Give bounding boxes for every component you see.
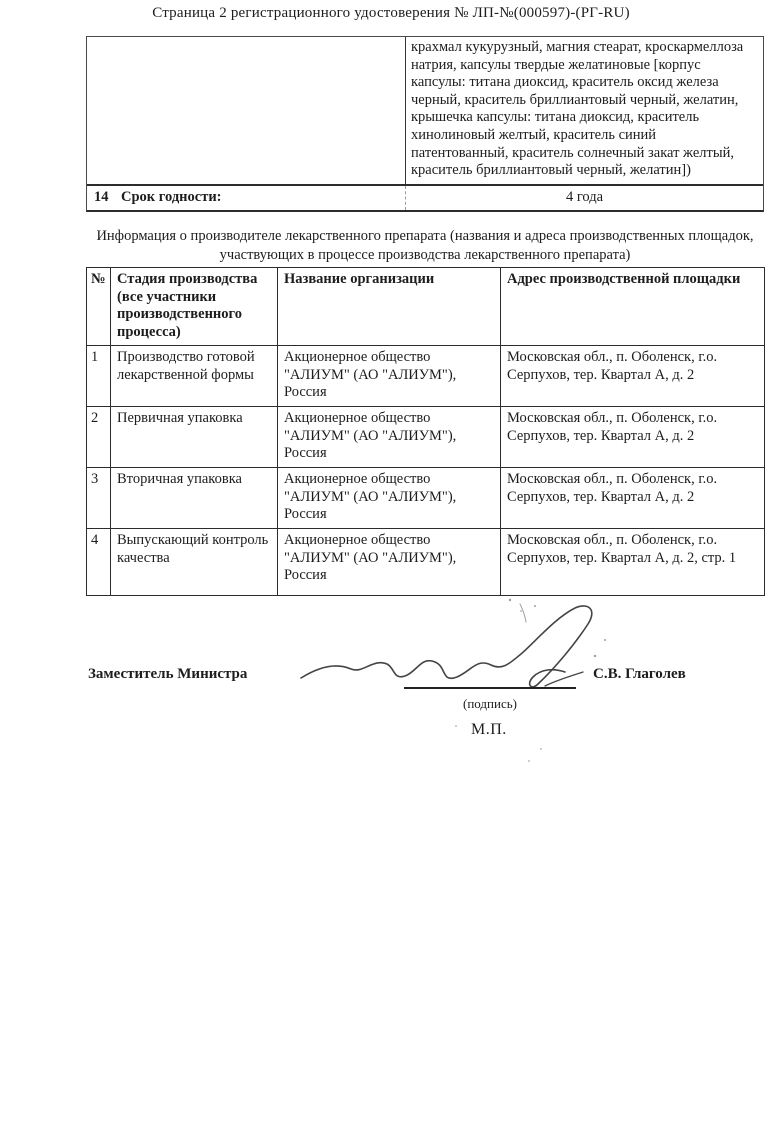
table-row (87, 346, 765, 407)
row-number: 1 (87, 346, 111, 407)
scan-speck (520, 610, 522, 612)
manufacturer-table (86, 267, 765, 596)
signatory-title: Заместитель Министра (88, 666, 248, 682)
row-address: Московская обл., п. Оболенск, г.о. Серпухов, тер. Квартал А, д. 2 (501, 346, 765, 407)
shelf-life-row (87, 184, 763, 210)
row-organization: Акционерное общество "АЛИУМ" (АО "АЛИУМ"), Россия (278, 529, 501, 596)
table-row (87, 407, 765, 468)
header-organization: Название организации (278, 268, 501, 346)
signatory-name: С.В. Глаголев (593, 666, 686, 682)
row-number: 3 (87, 468, 111, 529)
row-stage: Первичная упаковка (111, 407, 278, 468)
row-address: Московская обл., п. Оболенск, г.о. Серпухов, тер. Квартал А, д. 2 (501, 468, 765, 529)
header-address: Адрес производственной площадки (501, 268, 765, 346)
row-number: 2 (87, 407, 111, 468)
row-organization: Акционерное общество "АЛИУМ" (АО "АЛИУМ"), Россия (278, 407, 501, 468)
row-stage: Выпускающий контроль качества (111, 529, 278, 596)
stamp-placeholder: М.П. (471, 721, 507, 738)
scan-speck (540, 748, 542, 750)
composition-continuation-table (86, 36, 764, 212)
scan-speck (455, 725, 457, 727)
composition-continuation-row (87, 37, 763, 184)
row-stage: Вторичная упаковка (111, 468, 278, 529)
table-row (87, 529, 765, 596)
signature-line (404, 687, 576, 689)
composition-empty-cell (87, 37, 405, 184)
page-header: Страница 2 регистрационного удостоверения № ЛП-№(000597)-(РГ-RU) (152, 5, 630, 21)
scan-speck (528, 760, 530, 762)
shelf-life-row-number: 14 (94, 189, 109, 206)
signature-caption: (подпись) (463, 696, 517, 711)
manufacturer-section-heading: Информация о производителе лекарственного препарата (названия и адреса производственных площадок, участвующих в процессе производства лекарственного препарата) (96, 228, 754, 263)
header-number: № (87, 268, 111, 346)
row-address: Московская обл., п. Оболенск, г.о. Серпухов, тер. Квартал А, д. 2, стр. 1 (501, 529, 765, 596)
shelf-life-value: 4 года (405, 186, 763, 210)
shelf-life-label: Срок годности: (121, 189, 222, 206)
composition-continuation-text: крахмал кукурузный, магния стеарат, кроскармеллоза натрия, капсулы твердые желатиновые [корпус капсулы: титана диоксид, краситель оксид железа черный, краситель бриллиантовый черный, желатин, крышечка капсулы: титана диоксид, краситель хинолиновый желтый, краситель синий патентованный, краситель солнечный закат желтый, краситель бриллиантовый черный, желатин]) (405, 37, 763, 184)
row-address: Московская обл., п. Оболенск, г.о. Серпухов, тер. Квартал А, д. 2 (501, 407, 765, 468)
row-organization: Акционерное общество "АЛИУМ" (АО "АЛИУМ"), Россия (278, 468, 501, 529)
row-organization: Акционерное общество "АЛИУМ" (АО "АЛИУМ"), Россия (278, 346, 501, 407)
row-stage: Производство готовой лекарственной формы (111, 346, 278, 407)
row-number: 4 (87, 529, 111, 596)
manufacturer-table-header-row (87, 268, 765, 346)
header-stage: Стадия производства (все участники производственного процесса) (111, 268, 278, 346)
table-row (87, 468, 765, 529)
